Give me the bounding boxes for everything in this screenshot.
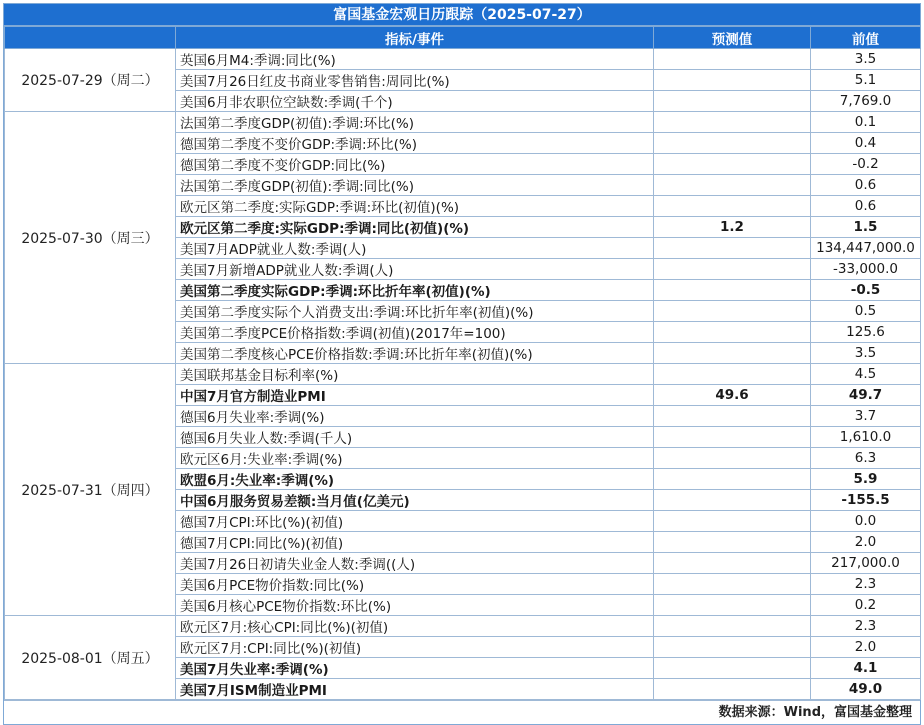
indicator-cell: 欧元区6月:失业率:季调(%) <box>176 448 654 469</box>
indicator-cell: 美国第二季度实际GDP:季调:环比折年率(初值)(%) <box>176 280 654 301</box>
indicator-cell: 欧元区7月:核心CPI:同比(%)(初值) <box>176 616 654 637</box>
forecast-cell <box>654 595 811 616</box>
forecast-cell: 1.2 <box>654 217 811 238</box>
indicator-cell: 美国7月ADP就业人数:季调(人) <box>176 238 654 259</box>
indicator-cell: 美国第二季度PCE价格指数:季调(初值)(2017年=100) <box>176 322 654 343</box>
previous-cell: 5.9 <box>811 469 921 490</box>
date-cell: 2025-07-31（周四） <box>5 364 176 616</box>
forecast-cell <box>654 574 811 595</box>
previous-cell: 0.4 <box>811 133 921 154</box>
previous-cell: 49.0 <box>811 679 921 700</box>
date-cell: 2025-07-30（周三） <box>5 112 176 364</box>
previous-cell: 7,769.0 <box>811 91 921 112</box>
previous-cell: 0.1 <box>811 112 921 133</box>
previous-cell: 4.1 <box>811 658 921 679</box>
header-date <box>5 27 176 49</box>
indicator-cell: 美国7月失业率:季调(%) <box>176 658 654 679</box>
indicator-cell: 美国第二季度核心PCE价格指数:季调:环比折年率(初值)(%) <box>176 343 654 364</box>
indicator-cell: 德国7月CPI:同比(%)(初值) <box>176 532 654 553</box>
indicator-cell: 德国6月失业人数:季调(千人) <box>176 427 654 448</box>
calendar-table <box>4 26 921 700</box>
forecast-cell <box>654 301 811 322</box>
forecast-cell <box>654 427 811 448</box>
forecast-cell <box>654 112 811 133</box>
indicator-cell: 美国7月26日红皮书商业零售销售:周同比(%) <box>176 70 654 91</box>
date-cell: 2025-07-29（周二） <box>5 49 176 112</box>
previous-cell: 134,447,000.0 <box>811 238 921 259</box>
forecast-cell <box>654 133 811 154</box>
forecast-cell <box>654 70 811 91</box>
previous-cell: 217,000.0 <box>811 553 921 574</box>
forecast-cell <box>654 49 811 70</box>
table-row <box>5 616 921 637</box>
forecast-cell <box>654 343 811 364</box>
previous-cell: 2.0 <box>811 532 921 553</box>
table-body <box>5 49 921 700</box>
forecast-cell <box>654 175 811 196</box>
indicator-cell: 德国第二季度不变价GDP:同比(%) <box>176 154 654 175</box>
forecast-cell <box>654 532 811 553</box>
forecast-cell <box>654 196 811 217</box>
previous-cell: 2.0 <box>811 637 921 658</box>
indicator-cell: 中国7月官方制造业PMI <box>176 385 654 406</box>
previous-cell: 3.7 <box>811 406 921 427</box>
forecast-cell <box>654 616 811 637</box>
indicator-cell: 德国7月CPI:环比(%)(初值) <box>176 511 654 532</box>
indicator-cell: 欧元区7月:CPI:同比(%)(初值) <box>176 637 654 658</box>
table-row <box>5 364 921 385</box>
source-note: 数据来源：Wind，富国基金整理 <box>4 700 920 724</box>
previous-cell: 49.7 <box>811 385 921 406</box>
indicator-cell: 美国6月PCE物价指数:同比(%) <box>176 574 654 595</box>
previous-cell: 4.5 <box>811 364 921 385</box>
forecast-cell <box>654 154 811 175</box>
previous-cell: 3.5 <box>811 343 921 364</box>
previous-cell: 3.5 <box>811 49 921 70</box>
previous-cell: 6.3 <box>811 448 921 469</box>
header-indicator: 指标/事件 <box>176 27 654 49</box>
table-row <box>5 112 921 133</box>
indicator-cell: 美国6月核心PCE物价指数:环比(%) <box>176 595 654 616</box>
previous-cell: -0.2 <box>811 154 921 175</box>
previous-cell: -0.5 <box>811 280 921 301</box>
previous-cell: 5.1 <box>811 70 921 91</box>
previous-cell: 0.6 <box>811 175 921 196</box>
indicator-cell: 法国第二季度GDP(初值):季调:环比(%) <box>176 112 654 133</box>
calendar-sheet <box>3 3 921 725</box>
forecast-cell <box>654 448 811 469</box>
indicator-cell: 中国6月服务贸易差额:当月值(亿美元) <box>176 490 654 511</box>
previous-cell: 0.2 <box>811 595 921 616</box>
page-title: 富国基金宏观日历跟踪（2025-07-27） <box>4 4 920 26</box>
forecast-cell <box>654 637 811 658</box>
indicator-cell: 英国6月M4:季调:同比(%) <box>176 49 654 70</box>
forecast-cell <box>654 679 811 700</box>
previous-cell: -155.5 <box>811 490 921 511</box>
table-header-row <box>5 27 921 49</box>
forecast-cell <box>654 322 811 343</box>
indicator-cell: 德国第二季度不变价GDP:季调:环比(%) <box>176 133 654 154</box>
previous-cell: 0.0 <box>811 511 921 532</box>
forecast-cell: 49.6 <box>654 385 811 406</box>
indicator-cell: 欧盟6月:失业率:季调(%) <box>176 469 654 490</box>
indicator-cell: 美国6月非农职位空缺数:季调(千个) <box>176 91 654 112</box>
previous-cell: -33,000.0 <box>811 259 921 280</box>
indicator-cell: 法国第二季度GDP(初值):季调:同比(%) <box>176 175 654 196</box>
previous-cell: 125.6 <box>811 322 921 343</box>
indicator-cell: 欧元区第二季度:实际GDP:季调:同比(初值)(%) <box>176 217 654 238</box>
forecast-cell <box>654 553 811 574</box>
indicator-cell: 美国7月26日初请失业金人数:季调((人) <box>176 553 654 574</box>
forecast-cell <box>654 280 811 301</box>
indicator-cell: 美国7月ISM制造业PMI <box>176 679 654 700</box>
indicator-cell: 美国7月新增ADP就业人数:季调(人) <box>176 259 654 280</box>
forecast-cell <box>654 406 811 427</box>
previous-cell: 0.6 <box>811 196 921 217</box>
header-previous: 前值 <box>811 27 921 49</box>
forecast-cell <box>654 511 811 532</box>
forecast-cell <box>654 658 811 679</box>
previous-cell: 2.3 <box>811 616 921 637</box>
forecast-cell <box>654 259 811 280</box>
forecast-cell <box>654 91 811 112</box>
indicator-cell: 美国联邦基金目标利率(%) <box>176 364 654 385</box>
header-forecast: 预测值 <box>654 27 811 49</box>
forecast-cell <box>654 469 811 490</box>
indicator-cell: 德国6月失业率:季调(%) <box>176 406 654 427</box>
forecast-cell <box>654 238 811 259</box>
previous-cell: 0.5 <box>811 301 921 322</box>
previous-cell: 1.5 <box>811 217 921 238</box>
forecast-cell <box>654 490 811 511</box>
date-cell: 2025-08-01（周五） <box>5 616 176 700</box>
indicator-cell: 美国第二季度实际个人消费支出:季调:环比折年率(初值)(%) <box>176 301 654 322</box>
table-row <box>5 49 921 70</box>
previous-cell: 1,610.0 <box>811 427 921 448</box>
previous-cell: 2.3 <box>811 574 921 595</box>
forecast-cell <box>654 364 811 385</box>
indicator-cell: 欧元区第二季度:实际GDP:季调:环比(初值)(%) <box>176 196 654 217</box>
